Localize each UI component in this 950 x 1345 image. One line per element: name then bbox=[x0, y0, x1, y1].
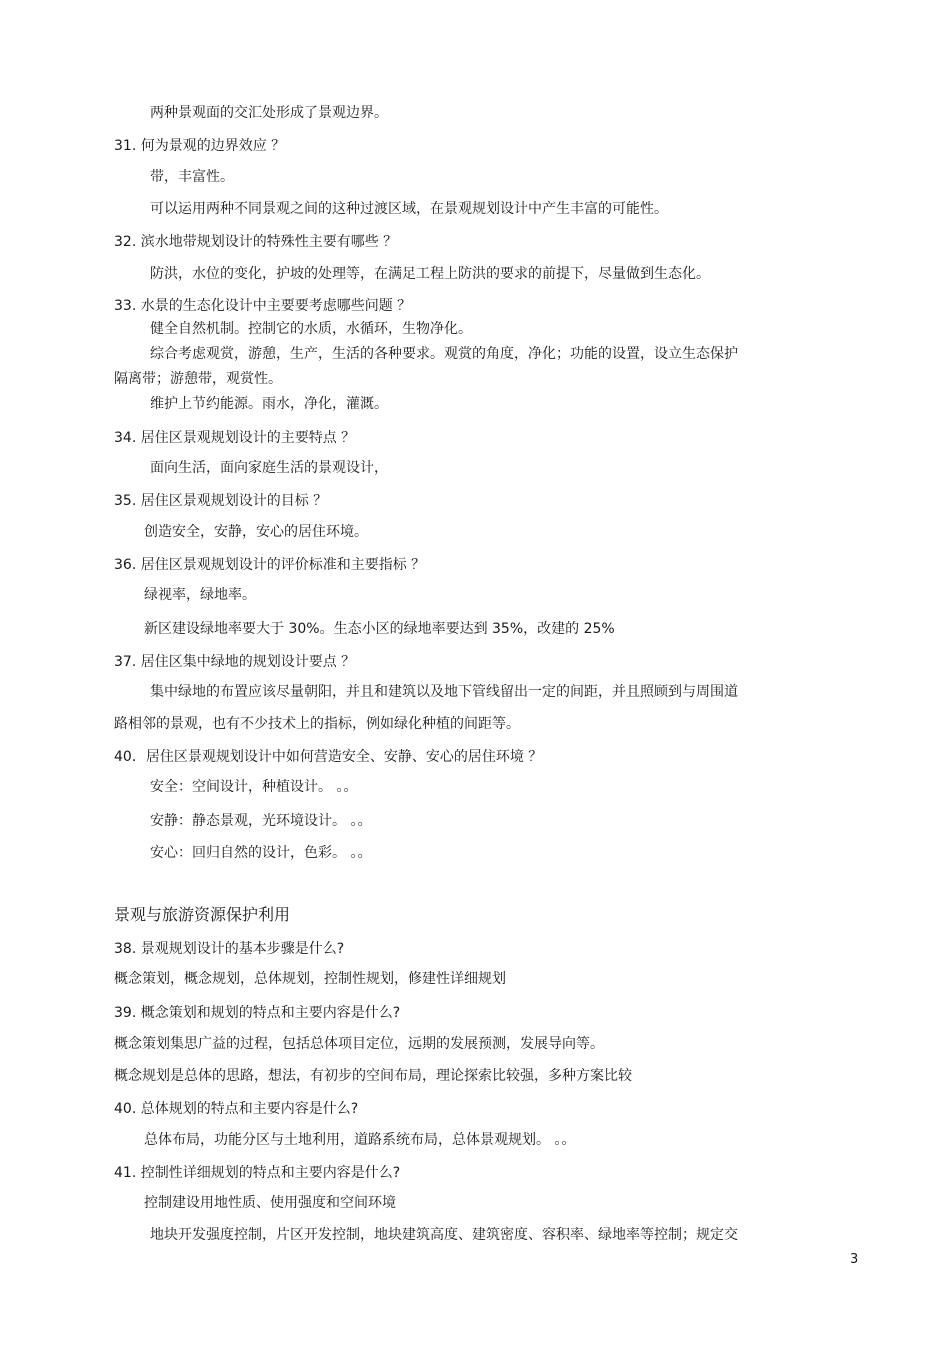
text-line: 可以运用两种不同景观之间的这种过渡区域，在景观规划设计中产生丰富的可能性。 bbox=[150, 201, 668, 217]
text-line: 控制建设用地性质、使用强度和空间环境 bbox=[144, 1195, 396, 1211]
text-line: 安心：回归自然的设计，色彩。 。。 bbox=[150, 845, 372, 861]
text-line: 面向生活，面向家庭生活的景观设计， bbox=[150, 460, 388, 476]
text-line: 防洪，水位的变化，护坡的处理等，在满足工程上防洪的要求的前提下，尽量做到生态化。 bbox=[150, 266, 710, 282]
question-32: 32. 滨水地带规划设计的特殊性主要有哪些 ？ bbox=[114, 234, 398, 250]
section-heading: 景观与旅游资源保护利用 bbox=[114, 905, 291, 924]
text-line: 概念策划，概念规划，总体规划，控制性规划，修建性详细规划 bbox=[114, 971, 506, 987]
text-line: 路相邻的景观，也有不少技术上的指标，例如绿化种植的间距等。 bbox=[114, 716, 520, 732]
text-line: 创造安全，安静，安心的居住环境。 bbox=[144, 524, 368, 540]
page-number: 3 bbox=[850, 1252, 859, 1267]
text-line: 安静：静态景观，光环境设计。 。。 bbox=[150, 813, 372, 829]
text-line: 带，丰富性。 bbox=[150, 169, 234, 185]
text-line: 概念策划集思广益的过程，包括总体项目定位，远期的发展预测，发展导向等。 bbox=[114, 1036, 604, 1052]
text-line: 维护上节约能源。雨水，净化，灌溉。 bbox=[150, 396, 388, 412]
question-33: 33. 水景的生态化设计中主要要考虑哪些问题 ？ bbox=[114, 298, 412, 314]
text-line: 概念规划是总体的思路，想法，有初步的空间布局，理论探索比较强，多种方案比较 bbox=[114, 1068, 632, 1084]
text-line: 绿视率，绿地率。 bbox=[144, 587, 256, 603]
text-line: 健全自然机制。控制它的水质，水循环，生物净化。 bbox=[150, 321, 472, 337]
text-line: 安全：空间设计，种植设计。 。。 bbox=[150, 779, 358, 795]
question-34: 34. 居住区景观规划设计的主要特点 ？ bbox=[114, 430, 356, 446]
text-line: 集中绿地的布置应该尽量朝阳，并且和建筑以及地下管线留出一定的间距，并且照顾到与周围道 bbox=[150, 684, 738, 700]
question-40a: 40．居住区景观规划设计中如何营造安全、安静、安心的居住环境 ？ bbox=[114, 749, 543, 765]
question-37: 37. 居住区集中绿地的规划设计要点 ？ bbox=[114, 654, 356, 670]
text-line: 新区建设绿地率要大于 30%。生态小区的绿地率要达到 35%，改建的 25% bbox=[144, 621, 615, 637]
text-line: 两种景观面的交汇处形成了景观边界。 bbox=[150, 105, 388, 121]
text-line: 地块开发强度控制，片区开发控制，地块建筑高度、建筑密度、容积率、绿地率等控制；规定交 bbox=[150, 1227, 738, 1243]
question-39: 39. 概念策划和规划的特点和主要内容是什么? bbox=[114, 1005, 401, 1021]
text-line: 隔离带；游憩带，观赏性。 bbox=[114, 371, 282, 387]
text-line: 总体布局，功能分区与土地利用，道路系统布局，总体景观规划。 。。 bbox=[144, 1132, 576, 1148]
question-36: 36. 居住区景观规划设计的评价标准和主要指标 ？ bbox=[114, 557, 426, 573]
text-line: 综合考虑观赏，游憩，生产，生活的各种要求。观赏的角度，净化；功能的设置，设立生态保护 bbox=[150, 346, 738, 362]
question-41: 41. 控制性详细规划的特点和主要内容是什么? bbox=[114, 1165, 401, 1181]
question-38: 38. 景观规划设计的基本步骤是什么? bbox=[114, 941, 345, 957]
question-31: 31. 何为景观的边界效应 ？ bbox=[114, 138, 286, 154]
question-40b: 40. 总体规划的特点和主要内容是什么? bbox=[114, 1101, 359, 1117]
question-35: 35. 居住区景观规划设计的目标 ？ bbox=[114, 493, 328, 509]
